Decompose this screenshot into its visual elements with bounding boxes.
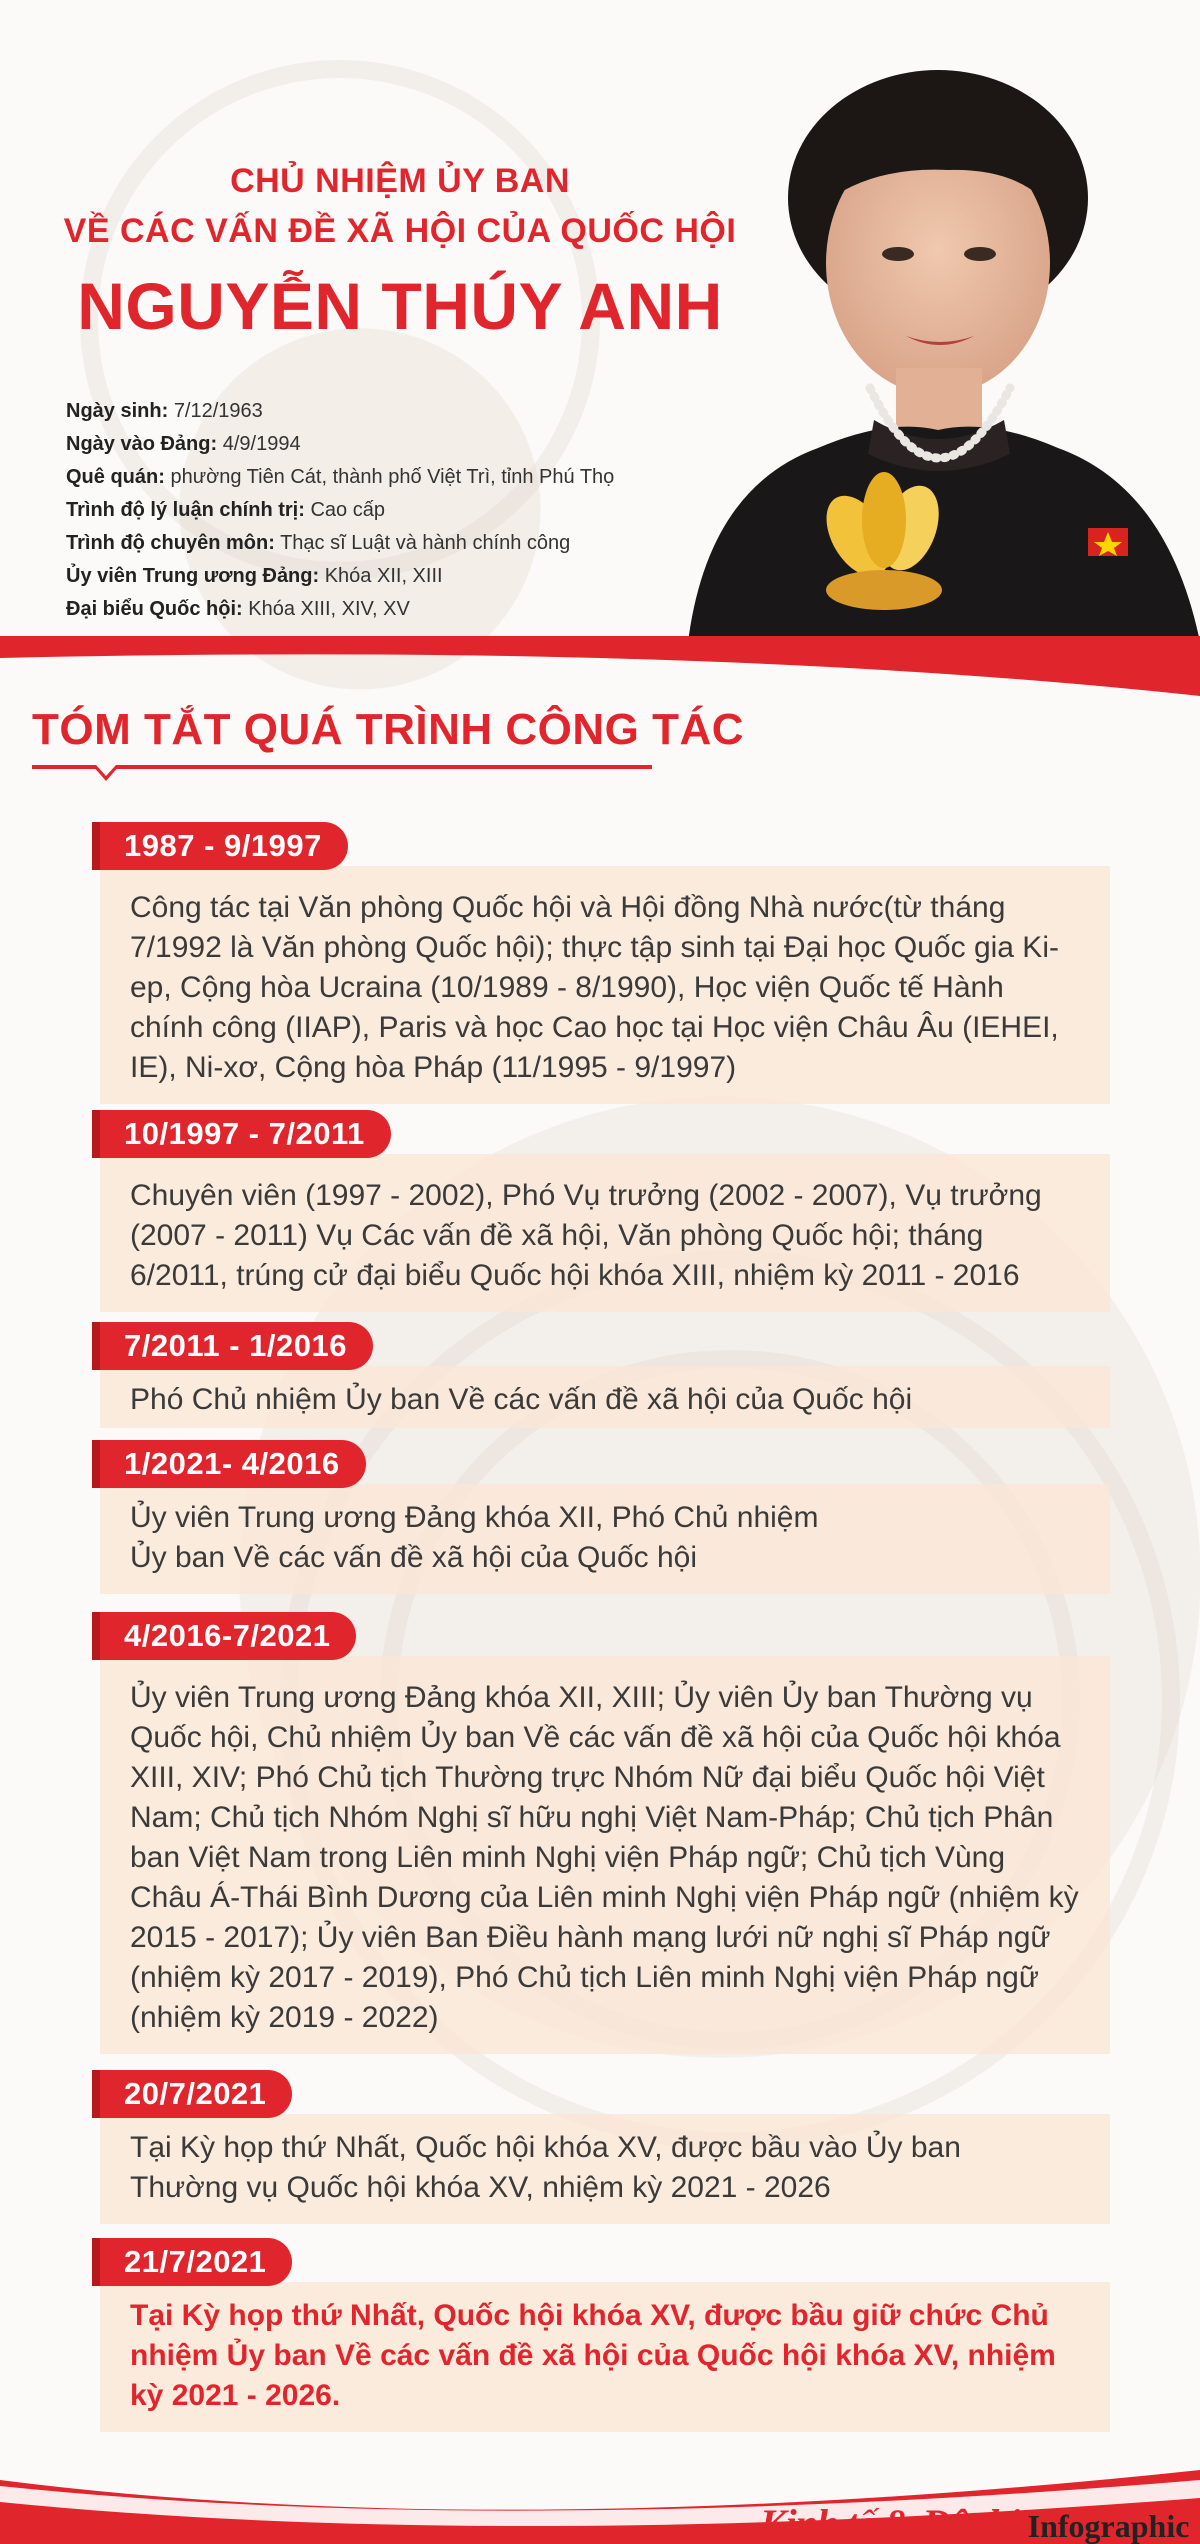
bio-row: Ngày vào Đảng: 4/9/1994 — [66, 433, 301, 455]
section-underline — [32, 765, 652, 769]
timeline-text: Ủy viên Trung ương Đảng khóa XII, XIII; Ủy viên Ủy ban Thường vụ Quốc hội, Chủ nhiệm Ủy ban Về các vấn đề xã hội của Quốc hội khóa XIII, XIV; Phó Chủ tịch Thường trực Nhóm Nữ đại biểu Quốc hội Việt Nam; Chủ tịch Nhóm Nghị sĩ hữu nghị Việt Nam-Pháp; Chủ tịch Phân ban Việt Nam trong Liên minh Nghị viện Pháp ngữ; Chủ tịch Vùng Châu Á-Thái Bình Dương của Liên minh Nghị viện Pháp ngữ (nhiệm kỳ 2015 - 2017); Ủy viên Ban Điều hành mạng lưới nữ nghị sĩ Pháp ngữ (nhiệm kỳ 2017 - 2019), Phó Chủ tịch Liên minh Nghị viện Pháp ngữ (nhiệm kỳ 2019 - 2022) — [100, 1656, 1110, 2054]
timeline-period: 4/2016-7/2021 — [92, 1612, 356, 1660]
brand-logo — [760, 2500, 1189, 2544]
timeline-period: 1/2021- 4/2016 — [92, 1440, 366, 1488]
timeline-text: Phó Chủ nhiệm Ủy ban Về các vấn đề xã hội của Quốc hội — [100, 1366, 1110, 1428]
timeline-period: 21/7/2021 — [92, 2238, 292, 2286]
logo-brand: Kinh tế & Đô thị — [760, 2501, 1020, 2544]
timeline-text: Chuyên viên (1997 - 2002), Phó Vụ trưởng (2002 - 2007), Vụ trưởng (2007 - 2011) Vụ Các vấn đề xã hội, Văn phòng Quốc hội; tháng 6/2011, trúng cử đại biểu Quốc hội khóa XIII, nhiệm kỳ 2011 - 2016 — [100, 1154, 1110, 1312]
timeline-period: 10/1997 - 7/2011 — [92, 1110, 391, 1158]
bio-list — [66, 395, 666, 626]
bio-row: Quê quán: phường Tiên Cát, thành phố Việt Trì, tỉnh Phú Thọ — [66, 466, 615, 488]
timeline-item — [100, 2238, 1110, 2432]
bio-row: Trình độ lý luận chính trị: Cao cấp — [66, 499, 385, 521]
timeline-period: 1987 - 9/1997 — [92, 822, 348, 870]
portrait-photo — [648, 58, 1200, 642]
person-name: NGUYỄN THÚY ANH — [77, 269, 723, 343]
timeline-text: Ủy viên Trung ương Đảng khóa XII, Phó Chủ nhiệm Ủy ban Về các vấn đề xã hội của Quốc hội — [100, 1484, 1110, 1594]
timeline-period: 7/2011 - 1/2016 — [92, 1322, 373, 1370]
logo-infographic: Infographic — [1027, 2508, 1190, 2544]
timeline-item — [100, 2070, 1110, 2224]
bio-row: Trình độ chuyên môn: Thạc sĩ Luật và hành chính công — [66, 532, 571, 554]
title-position: CHỦ NHIỆM ỦY BAN — [230, 162, 570, 200]
title-committee: VỀ CÁC VẤN ĐỀ XÃ HỘI CỦA QUỐC HỘI — [63, 212, 737, 250]
timeline-item — [100, 1440, 1110, 1594]
timeline-item — [100, 1322, 1110, 1428]
timeline-text-highlight: Tại Kỳ họp thứ Nhất, Quốc hội khóa XV, được bầu giữ chức Chủ nhiệm Ủy ban Về các vấn đề xã hội của Quốc hội khóa XV, nhiệm kỳ 2021 - 2026. — [100, 2282, 1110, 2432]
red-ribbon — [0, 636, 1200, 696]
bio-row: Ngày sinh: 7/12/1963 — [66, 400, 263, 422]
section-title: TÓM TẮT QUÁ TRÌNH CÔNG TÁC — [32, 705, 745, 754]
timeline-item — [100, 1110, 1110, 1312]
bio-row: Ủy viên Trung ương Đảng: Khóa XII, XIII — [66, 565, 443, 587]
timeline-text: Tại Kỳ họp thứ Nhất, Quốc hội khóa XV, được bầu vào Ủy ban Thường vụ Quốc hội khóa XV, nhiệm kỳ 2021 - 2026 — [100, 2114, 1110, 2224]
timeline-text: Công tác tại Văn phòng Quốc hội và Hội đồng Nhà nước(từ tháng 7/1992 là Văn phòng Quốc hội); thực tập sinh tại Đại học Quốc gia Ki-ep, Cộng hòa Ucraina (10/1989 - 8/1990), Học viện Quốc tế Hành chính công (IIAP), Paris và học Cao học tại Học viện Châu Âu (IEHEI, IE), Ni-xơ, Cộng hòa Pháp (11/1995 - 9/1997) — [100, 866, 1110, 1104]
bio-row: Đại biểu Quốc hội: Khóa XIII, XIV, XV — [66, 598, 410, 620]
header — [0, 0, 1200, 650]
timeline-item — [100, 1612, 1110, 2054]
timeline-item — [100, 822, 1110, 1104]
timeline-period: 20/7/2021 — [92, 2070, 292, 2118]
